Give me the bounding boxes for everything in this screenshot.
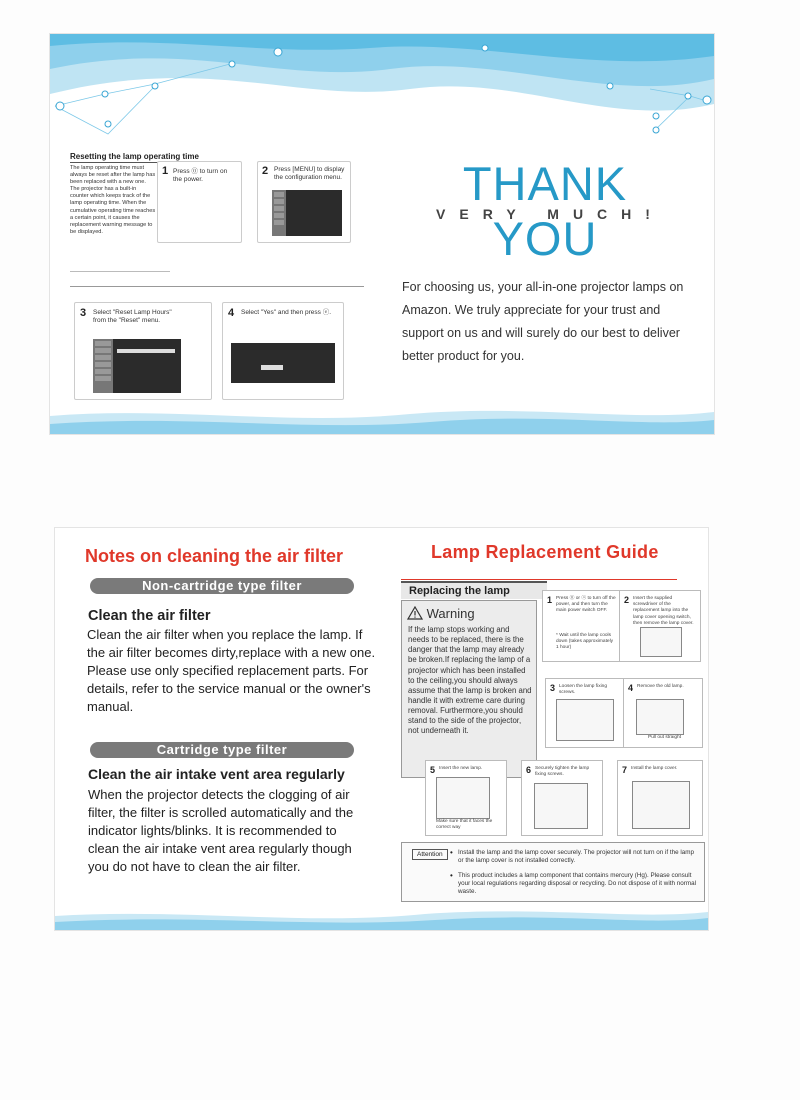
title-rule (401, 579, 677, 580)
reset-step-4 (222, 302, 344, 400)
non-cartridge-label: Non-cartridge type filter (90, 578, 354, 594)
step-number: 1 (547, 595, 553, 605)
bullet-icon: • (450, 848, 453, 857)
step-number: 3 (550, 683, 556, 693)
step-note: * Wait until the lamp cools down (takes approximately 1 hour) (556, 633, 614, 651)
install-cover-drawing (632, 781, 690, 829)
attention-box (401, 842, 705, 902)
step-number: 4 (628, 683, 634, 693)
reset-step-2 (257, 161, 351, 243)
attention-text-2: This product includes a lamp component that contains mercury (Hg). Please consult your local regulations regarding disposal or recycling. Do not dispose of it with normal waste. (458, 872, 697, 896)
new-lamp-drawing (436, 777, 490, 819)
air-intake-text: When the projector detects the clogging of air filter, the filter is scrolled automatically and the indicator lights/blinks. It is recommended to clean the air intake vent area regularly though you do not have to clean the air filter. (88, 787, 354, 874)
reset-step-1 (157, 161, 242, 243)
warning-icon (407, 606, 423, 620)
warning-heading (407, 606, 475, 621)
replacing-lamp-title: Replacing the lamp (401, 581, 547, 599)
step-note: Make sure that it faces the correct way (436, 819, 493, 831)
step-number: 2 (262, 165, 269, 177)
step-number: 2 (624, 595, 630, 605)
lamp-step-6 (521, 760, 603, 836)
attention-label: Attention (412, 849, 448, 860)
air-filter-notes-title: Notes on cleaning the air filter (85, 546, 344, 566)
step-note: Pull out straight (648, 735, 682, 740)
divider (70, 286, 364, 287)
thank-you-page (50, 34, 714, 434)
lamp-step-2 (619, 590, 701, 662)
warning-title: Warning (426, 606, 475, 621)
step-number: 7 (622, 765, 628, 775)
attention-text-1: Install the lamp and the lamp cover securely. The projector will not turn on if the lamp or the lamp cover is not installed correctly. (458, 849, 695, 865)
step-text: Select "Yes" and then press ⓔ. (241, 309, 332, 316)
step-number: 5 (430, 765, 436, 775)
step-number: 1 (162, 165, 169, 177)
footer-wave-graphic (50, 404, 714, 434)
step-text: Press ⓪ or ⓞ to turn off the power, and then turn the main power switch OFF. (556, 596, 616, 614)
tighten-screws-drawing (534, 783, 588, 829)
step-text: Press [MENU] to display the configuration menu. (274, 166, 345, 182)
menu-screen-graphic (272, 190, 342, 236)
step-text: Insert the new lamp. (439, 766, 483, 771)
warning-text: If the lamp stops working and needs to be replaced, there is the danger that the lamp may already be broken.If replacing the lamp of a projector which has been installed to the ceiling,you should always assume that the lamp is broken and handle it with extreme care during removal. Furthermore,you should stand to the side of the projector, not underneath it. (408, 625, 532, 736)
step-text: Install the lamp cover. (631, 766, 678, 771)
old-lamp-drawing (636, 699, 684, 735)
divider (70, 271, 170, 272)
lamp-step-7 (617, 760, 703, 836)
step-number: 4 (228, 307, 235, 319)
step-text: Remove the old lamp. (637, 684, 684, 689)
clean-filter-text: Clean the air filter when you replace the lamp. If the air filter becomes dirty,replace with a new one. Please use only specified replacement parts. For details, refer to the service manual or the owner's manual. (87, 627, 376, 714)
confirm-screen-graphic (231, 343, 335, 383)
step-number: 3 (80, 307, 87, 319)
step-text: Select "Reset Lamp Hours" from the "Reset" menu. (93, 309, 172, 325)
thank-you-message: For choosing us, your all-in-one projector lamps on Amazon. We truly appreciate for your trust and support on us and will surely do our best to deliver better product for you. (402, 280, 684, 363)
step-text: Insert the supplied screwdriver of the replacement lamp into the lamp cover opening switch, then remove the lamp cover. (633, 596, 694, 626)
footer-wave-graphic (55, 906, 708, 930)
lamp-guide-title: Lamp Replacement Guide (431, 542, 659, 562)
bullet-icon: • (450, 871, 453, 880)
lamp-step-3 (545, 678, 625, 748)
lamp-step-5 (425, 760, 507, 836)
lamp-cover-drawing (640, 627, 682, 657)
reset-step-3 (74, 302, 212, 400)
thank-you-heading: THANK YOU (462, 157, 628, 265)
clean-filter-heading: Clean the air filter (88, 608, 211, 624)
reset-menu-screen-graphic (93, 339, 181, 393)
lamp-screws-drawing (556, 699, 614, 741)
lamp-step-1 (542, 590, 622, 662)
very-much-subheading: VERY MUCH! (436, 206, 664, 222)
lamp-guide-page (55, 528, 708, 930)
cartridge-label: Cartridge type filter (90, 742, 354, 758)
reset-lamp-title: Resetting the lamp operating time (70, 152, 199, 161)
step-number: 6 (526, 765, 532, 775)
step-text: Loosen the lamp fixing screws. (559, 684, 607, 696)
step-text: Press ⓪ to turn on the power. (173, 168, 228, 184)
warning-box (401, 600, 537, 778)
step-text: Securely tighten the lamp fixing screws. (535, 766, 590, 778)
header-wave-graphic (50, 34, 714, 144)
reset-lamp-description: The lamp operating time must always be reset after the lamp has been replaced with a new one. The projector has a built-in counter which keeps track of the lamp operating time. When the cumulative operating time reaches a certain point, it causes the replacement warning message to be displayed. (70, 165, 156, 235)
lamp-step-4 (623, 678, 703, 748)
air-intake-heading: Clean the air intake vent area regularly (88, 766, 345, 782)
